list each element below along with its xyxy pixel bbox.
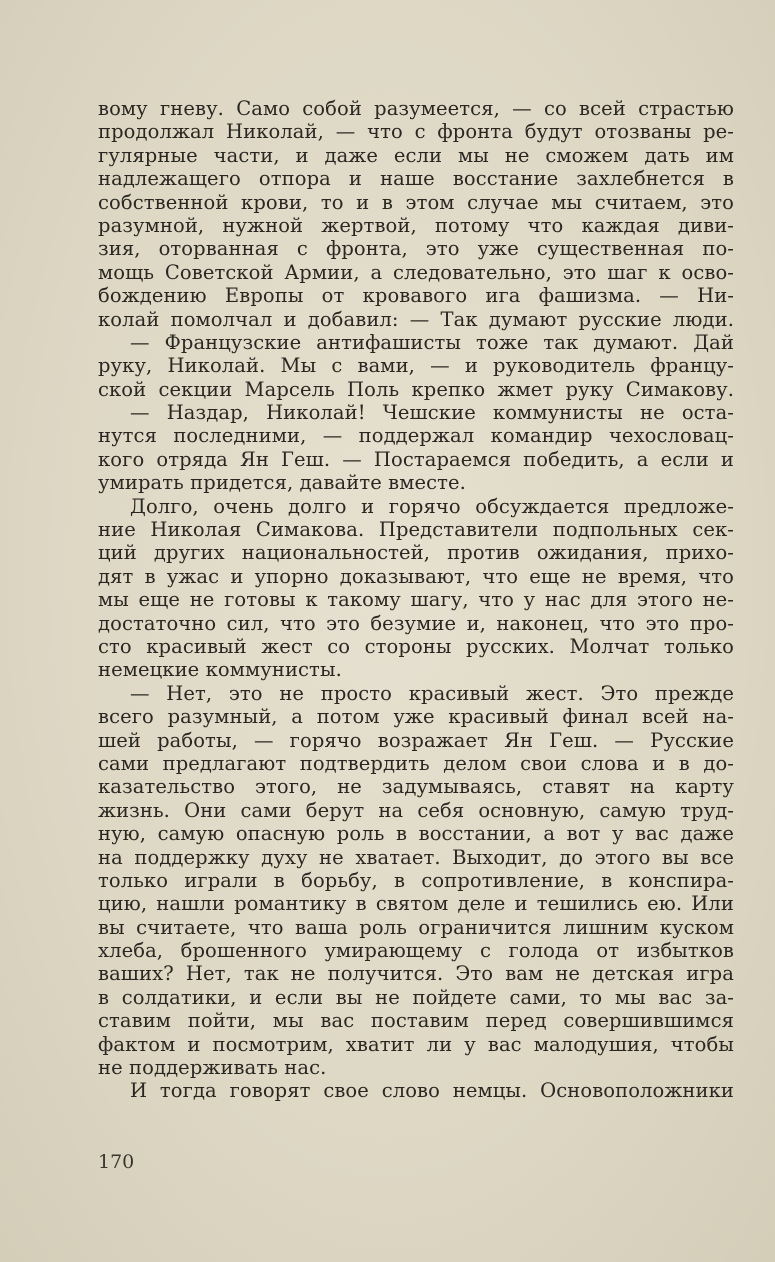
text-line: мощь Советской Армии, а следовательно, это шаг к осво- bbox=[98, 260, 734, 284]
text-line: разумной, нужной жертвой, потому что каждая диви- bbox=[98, 213, 734, 237]
text-line: достаточно сил, что это безумие и, наконец, что это про- bbox=[98, 611, 734, 635]
text-line: руку, Николай. Мы с вами, — и руководитель францу- bbox=[98, 354, 734, 378]
text-line: умирать придется, давайте вместе. bbox=[98, 471, 466, 495]
text-line: кого отряда Ян Геш. — Постараемся победить, а если и bbox=[98, 447, 734, 471]
text-line: не поддерживать нас. bbox=[98, 1056, 327, 1080]
text-line: надлежащего отпора и наше восстание захлебнется в bbox=[98, 167, 734, 191]
text-line: бождению Европы от кровавого ига фашизма. — Ни- bbox=[98, 284, 734, 308]
text-line: немецкие коммунисты. bbox=[98, 658, 342, 682]
text-line: — Нет, это не просто красивый жест. Это прежде bbox=[130, 681, 734, 705]
body-text bbox=[98, 97, 734, 1103]
text-line: ваших? Нет, так не получится. Это вам не детская игра bbox=[98, 962, 734, 986]
text-line: в солдатики, и если вы не пойдете сами, то мы вас за- bbox=[98, 985, 734, 1009]
text-line: колай помолчал и добавил: — Так думают русские люди. bbox=[98, 307, 734, 331]
page-number: 170 bbox=[98, 1151, 135, 1173]
text-line: казательство этого, не задумываясь, ставят на карту bbox=[98, 775, 734, 799]
text-line: Долго, очень долго и горячо обсуждается предложе- bbox=[130, 494, 734, 518]
text-line: ской секции Марсель Поль крепко жмет руку Симакову. bbox=[98, 377, 734, 401]
text-line: продолжал Николай, — что с фронта будут отозваны ре- bbox=[98, 120, 734, 144]
text-line: мы еще не готовы к такому шагу, что у нас для этого не- bbox=[98, 588, 734, 612]
text-line: ций других национальностей, против ожидания, прихо- bbox=[98, 541, 734, 565]
text-line: хлеба, брошенного умирающему с голода от избытков bbox=[98, 939, 734, 963]
text-line: ставим пойти, мы вас поставим перед совершившимся bbox=[98, 1009, 734, 1033]
text-line: на поддержку духу не хватает. Выходит, до этого вы все bbox=[98, 845, 734, 869]
text-line: только играли в борьбу, в сопротивление, в конспира- bbox=[98, 868, 734, 892]
text-line: — Наздар, Николай! Чешские коммунисты не оста- bbox=[130, 401, 734, 425]
text-line: ную, самую опасную роль в восстании, а вот у вас даже bbox=[98, 822, 734, 846]
text-line: цию, нашли романтику в святом деле и тешились ею. Или bbox=[98, 892, 734, 916]
text-line: фактом и посмотрим, хватит ли у вас малодушия, чтобы bbox=[98, 1032, 734, 1056]
text-line: сто красивый жест со стороны русских. Молчат только bbox=[98, 634, 734, 658]
text-line: нутся последними, — поддержал командир чехословац- bbox=[98, 424, 734, 448]
text-line: всего разумный, а потом уже красивый финал всей на- bbox=[98, 705, 734, 729]
text-line: сами предлагают подтвердить делом свои слова и в до- bbox=[98, 751, 734, 775]
text-line: вы считаете, что ваша роль ограничится лишним куском bbox=[98, 915, 734, 939]
text-line: зия, оторванная с фронта, это уже существенная по- bbox=[98, 237, 734, 261]
text-line: — Французские антифашисты тоже так думают. Дай bbox=[130, 330, 734, 354]
text-line: ние Николая Симакова. Представители подпольных сек- bbox=[98, 518, 734, 542]
text-line: гулярные части, и даже если мы не сможем дать им bbox=[98, 143, 734, 167]
text-line: шей работы, — горячо возражает Ян Геш. — Русские bbox=[98, 728, 734, 752]
text-line: собственной крови, то и в этом случае мы считаем, это bbox=[98, 190, 734, 214]
text-line: дят в ужас и упорно доказывают, что еще не время, что bbox=[98, 564, 734, 588]
text-line: жизнь. Они сами берут на себя основную, самую труд- bbox=[98, 798, 734, 822]
text-line: И тогда говорят свое слово немцы. Основоположники bbox=[130, 1079, 734, 1103]
text-line: вому гневу. Само собой разумеется, — со всей страстью bbox=[98, 97, 734, 120]
